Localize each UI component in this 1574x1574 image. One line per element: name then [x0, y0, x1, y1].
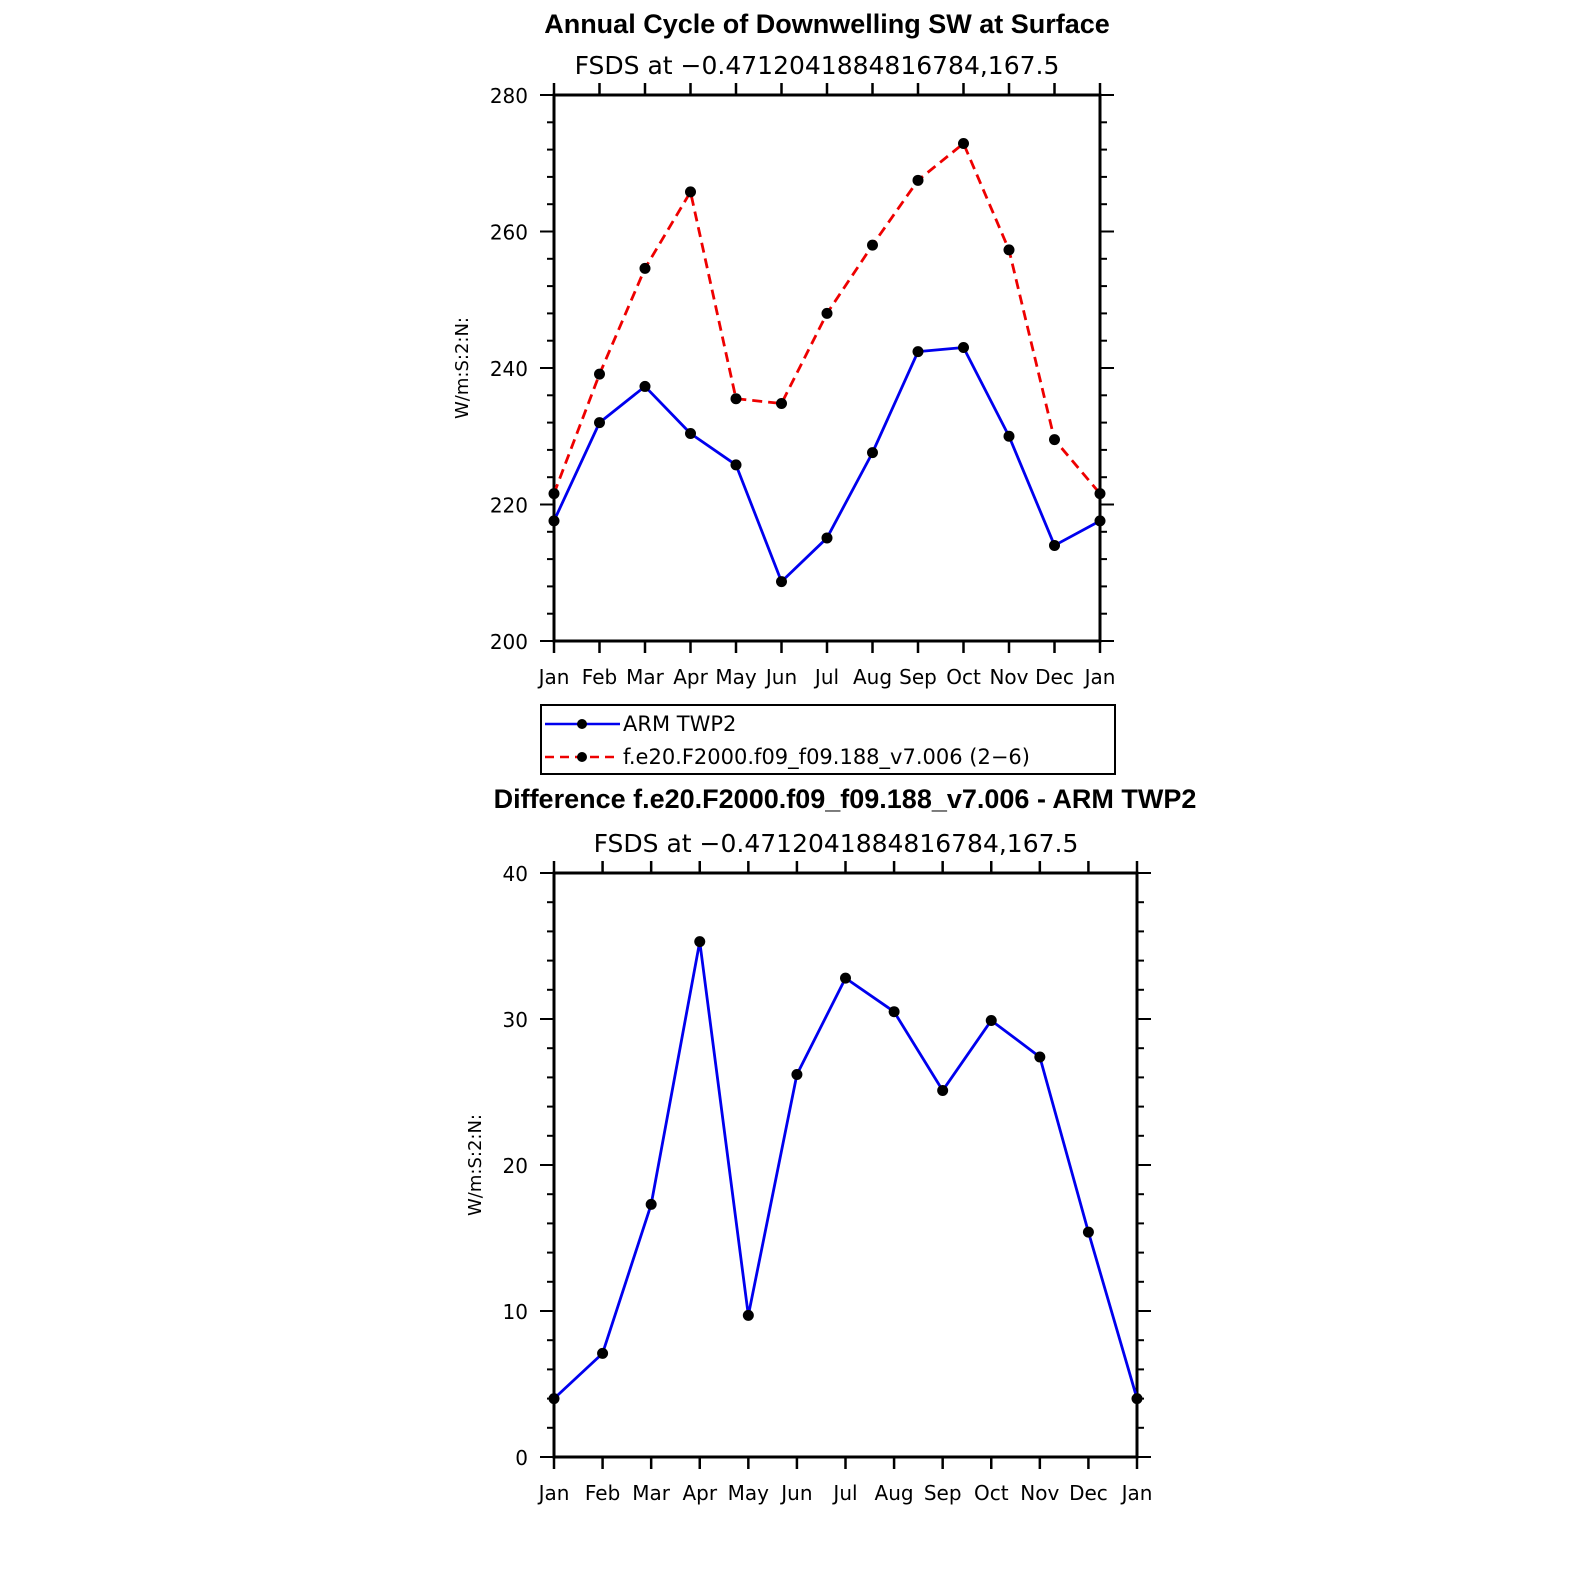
top-chart-series-0-point: [1004, 431, 1015, 442]
bottom-chart-x-tick-label: Oct: [973, 1481, 1009, 1505]
bottom-chart-subtitle: FSDS at −0.4712041884816784,167.5: [593, 829, 1079, 858]
top-chart-series-1-point: [594, 369, 605, 380]
top-chart-series-1-point: [685, 186, 696, 197]
legend-marker-model: [577, 752, 587, 762]
top-chart-series-0-point: [640, 381, 651, 392]
top-chart-series-1-point: [731, 393, 742, 404]
legend-label-model: f.e20.F2000.f09_f09.188_v7.006 (2−6): [623, 745, 1030, 769]
bottom-chart-title: Difference f.e20.F2000.f09_f09.188_v7.006 - ARM TWP2: [493, 784, 1197, 814]
top-chart-subtitle: FSDS at −0.4712041884816784,167.5: [574, 51, 1060, 80]
top-chart-x-tick-label: Apr: [673, 665, 708, 689]
bottom-chart-series-0-point: [791, 1069, 802, 1080]
top-chart-x-tick-label: Sep: [899, 665, 937, 689]
top-chart-x-tick-label: Jan: [1084, 665, 1116, 689]
top-chart-x-tick-label: Jul: [814, 665, 840, 689]
top-chart-plot-frame: [554, 95, 1100, 641]
legend-marker-arm-twp2: [577, 719, 587, 729]
legend: [541, 705, 1115, 774]
bottom-chart-series-0-point: [549, 1393, 560, 1404]
bottom-chart-plot-frame: [554, 873, 1137, 1457]
top-chart-y-tick-label: 280: [489, 84, 528, 108]
top-chart-series-1-point: [913, 175, 924, 186]
bottom-chart-y-axis-label: W/m:S:2:N:: [465, 1114, 486, 1216]
top-chart-series-0-point: [958, 342, 969, 353]
top-chart-series-0-point: [549, 515, 560, 526]
top-chart-x-tick-label: Jan: [538, 665, 570, 689]
bottom-chart-series-0-point: [1132, 1393, 1143, 1404]
top-chart-series-1-point: [640, 263, 651, 274]
bottom-chart-series-0-point: [743, 1310, 754, 1321]
bottom-chart-series-0-point: [937, 1085, 948, 1096]
top-chart-y-axis-label: W/m:S:2:N:: [452, 317, 473, 419]
top-chart-x-tick-label: May: [715, 665, 757, 689]
top-chart-series-1-point: [867, 240, 878, 251]
top-chart-x-tick-label: Dec: [1035, 665, 1074, 689]
top-chart-series-0-point: [867, 447, 878, 458]
bottom-chart-x-tick-label: Mar: [632, 1481, 671, 1505]
bottom-chart-x-tick-label: Jan: [1121, 1481, 1153, 1505]
top-chart-y-tick-label: 240: [489, 357, 528, 381]
bottom-chart-x-tick-label: Sep: [923, 1481, 962, 1505]
top-chart-series-1-point: [1004, 244, 1015, 255]
bottom-chart-x-tick-label: Apr: [682, 1481, 718, 1505]
bottom-chart-series-0-point: [694, 936, 705, 947]
top-chart-title: Annual Cycle of Downwelling SW at Surface: [544, 9, 1110, 39]
top-chart-y-tick-label: 200: [489, 630, 528, 654]
top-chart-series-0-point: [913, 346, 924, 357]
top-chart-series-1-point: [958, 138, 969, 149]
top-chart-series-1-point: [1095, 488, 1106, 499]
bottom-chart-y-tick-label: 10: [502, 1300, 528, 1324]
bottom-chart-x-tick-label: Aug: [874, 1481, 914, 1505]
top-chart-series-0-point: [822, 532, 833, 543]
bottom-chart-y-tick-label: 30: [502, 1008, 528, 1032]
bottom-chart-x-tick-label: Nov: [1020, 1481, 1060, 1505]
top-chart-x-tick-label: Feb: [581, 665, 618, 689]
bottom-chart-x-tick-label: Jan: [538, 1481, 570, 1505]
top-chart-y-tick-label: 220: [489, 493, 528, 518]
bottom-chart-series-0-point: [889, 1006, 900, 1017]
top-chart-series-0-point: [776, 576, 787, 587]
bottom-chart-x-tick-label: Jun: [781, 1481, 813, 1505]
top-chart-series-1-point: [776, 398, 787, 409]
legend-label-arm-twp2: ARM TWP2: [623, 712, 737, 736]
top-chart-x-tick-label: Aug: [852, 665, 893, 689]
top-chart-x-tick-label: Nov: [989, 665, 1029, 689]
top-chart-series-0-point: [1049, 540, 1060, 551]
bottom-chart-series-0-point: [840, 973, 851, 984]
top-chart-series-0-point: [594, 417, 605, 428]
top-chart-series-1-point: [549, 488, 560, 499]
bottom-chart-series-0-point: [1083, 1227, 1094, 1238]
bottom-chart-x-tick-label: Feb: [584, 1481, 621, 1505]
bottom-chart-y-tick-label: 40: [502, 862, 528, 886]
bottom-chart-plot: [503, 861, 1153, 1505]
bottom-chart-y-tick-label: 0: [515, 1446, 528, 1470]
bottom-chart-series-0-point: [1034, 1051, 1045, 1062]
top-chart-series-0-point: [685, 428, 696, 439]
bottom-chart-series-line-0: [554, 942, 1137, 1399]
bottom-chart-y-tick-label: 20: [502, 1154, 528, 1178]
bottom-chart-x-tick-label: May: [727, 1481, 770, 1505]
top-chart-y-tick-label: 260: [489, 220, 528, 245]
top-chart-x-tick-label: Oct: [946, 665, 981, 689]
bottom-chart-x-tick-label: Dec: [1069, 1481, 1108, 1505]
top-chart-plot: [490, 83, 1116, 689]
top-chart-series-0-point: [1095, 515, 1106, 526]
top-chart-x-tick-label: Jun: [765, 665, 798, 689]
top-chart-series-0-point: [731, 459, 742, 470]
bottom-chart-series-0-point: [646, 1199, 657, 1210]
top-chart-series-1-point: [822, 308, 833, 319]
top-chart-x-tick-label: Mar: [626, 665, 664, 689]
top-chart-series-1-point: [1049, 434, 1060, 445]
top-chart-series-line-0: [554, 348, 1100, 582]
bottom-chart-x-tick-label: Jul: [833, 1481, 858, 1505]
bottom-chart-series-0-point: [986, 1015, 997, 1026]
bottom-chart-series-0-point: [597, 1348, 608, 1359]
